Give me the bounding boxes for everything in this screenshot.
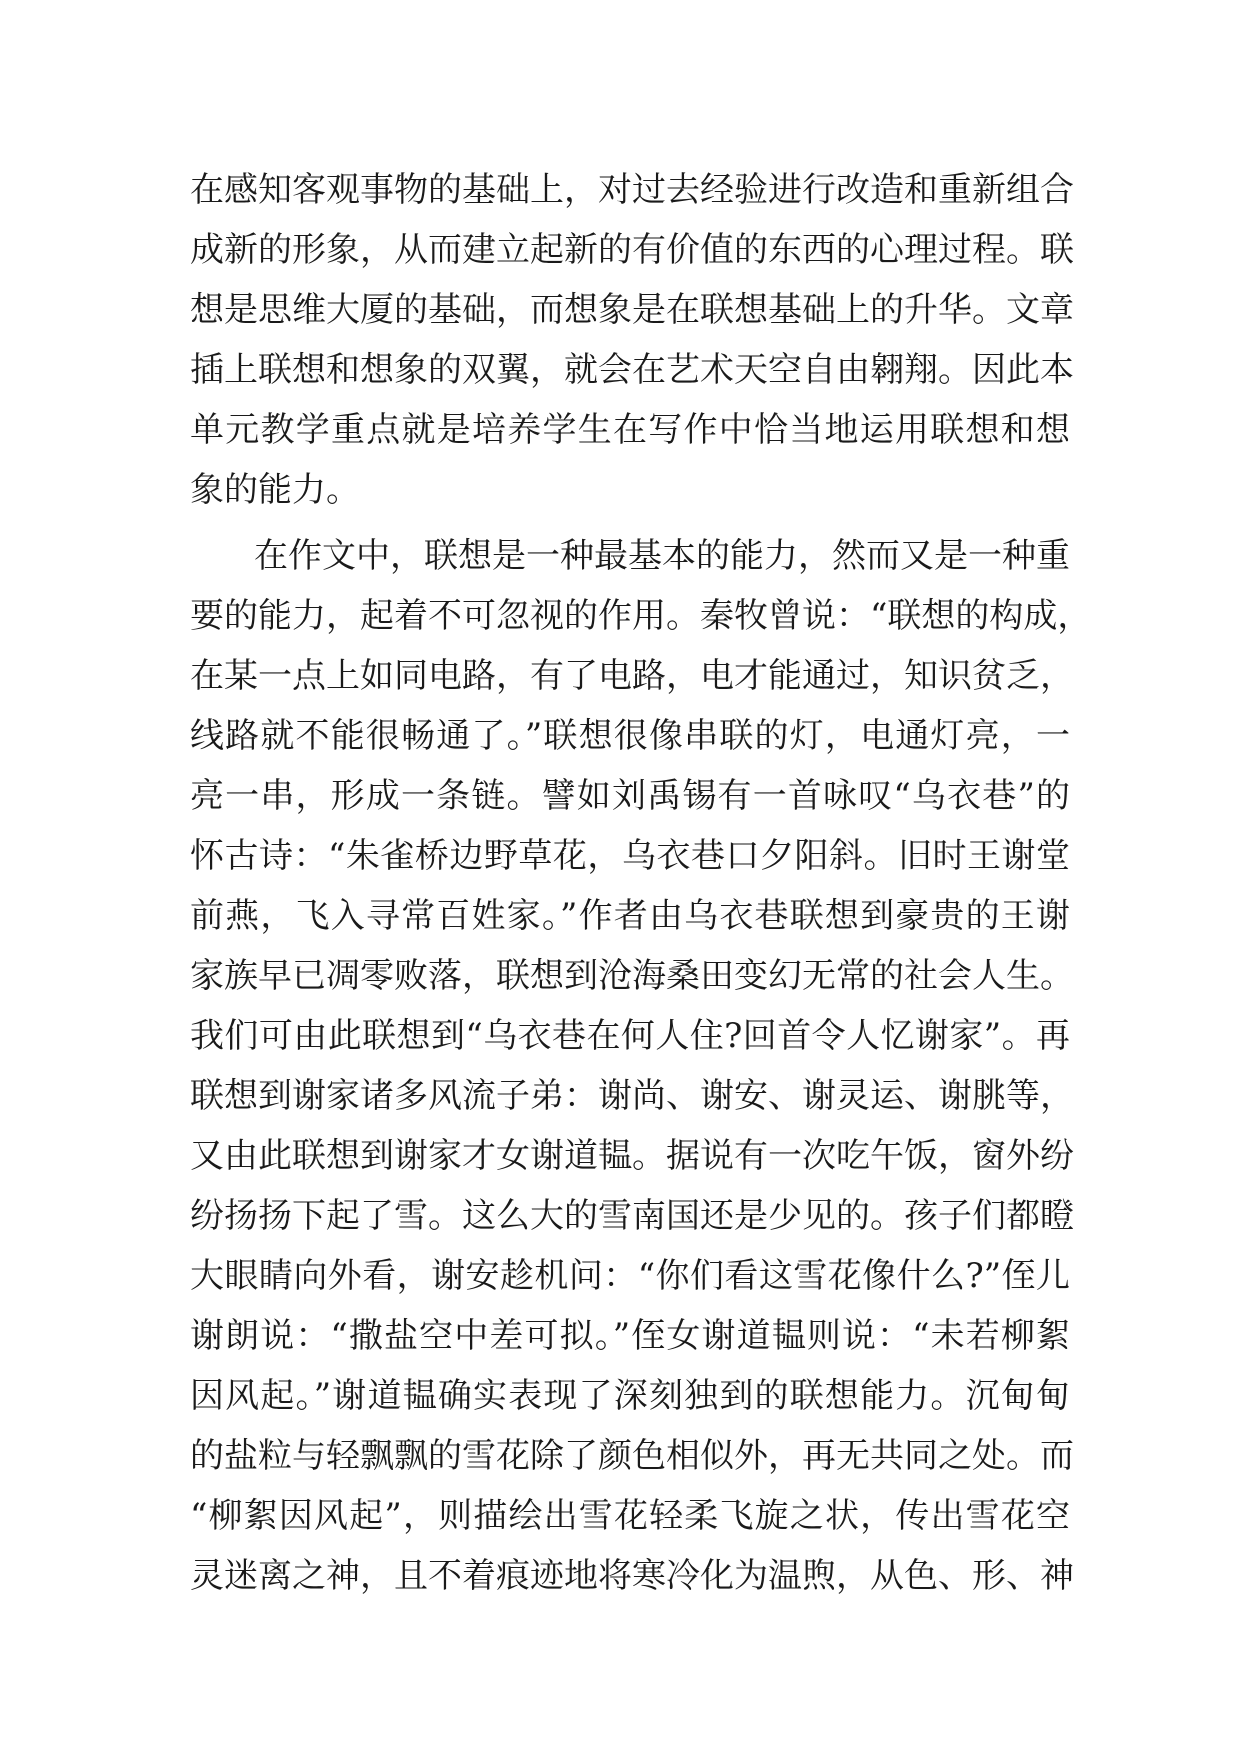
paragraph-2	[190, 526, 1092, 1606]
text-line: 因风起。”谢道韫确实表现了深刻独到的联想能力。沉甸甸	[190, 1376, 1070, 1416]
text-line: 的盐粒与轻飘飘的雪花除了颜色相似外，再无共同之处。而	[190, 1436, 1074, 1476]
text-line: 我们可由此联想到“乌衣巷在何人住?回首令人忆谢家”。再	[190, 1016, 1070, 1056]
text-line: 想是思维大厦的基础，而想象是在联想基础上的升华。文章	[190, 290, 1074, 330]
text-line: “柳絮因风起”，则描绘出雪花轻柔飞旋之状，传出雪花空	[190, 1496, 1070, 1536]
text-line: 在作文中，联想是一种最基本的能力，然而又是一种重	[254, 536, 1070, 576]
text-line: 联想到谢家诸多风流子弟：谢尚、谢安、谢灵运、谢朓等，	[190, 1076, 1074, 1116]
text-line: 插上联想和想象的双翼，就会在艺术天空自由翱翔。因此本	[190, 350, 1074, 390]
text-line: 在感知客观事物的基础上，对过去经验进行改造和重新组合	[190, 170, 1074, 210]
text-line: 怀古诗：“朱雀桥边野草花，乌衣巷口夕阳斜。旧时王谢堂	[190, 836, 1070, 876]
text-line: 亮一串，形成一条链。譬如刘禹锡有一首咏叹“乌衣巷”的	[190, 776, 1070, 816]
text-line: 纷扬扬下起了雪。这么大的雪南国还是少见的。孩子们都瞪	[190, 1196, 1074, 1236]
text-line: 要的能力，起着不可忽视的作用。秦牧曾说：“联想的构成，	[190, 596, 1092, 636]
text-line: 前燕，飞入寻常百姓家。”作者由乌衣巷联想到豪贵的王谢	[190, 896, 1070, 936]
text-line: 又由此联想到谢家才女谢道韫。据说有一次吃午饭，窗外纷	[190, 1136, 1074, 1176]
text-line: 单元教学重点就是培养学生在写作中恰当地运用联想和想	[190, 410, 1070, 450]
text-line: 家族早已凋零败落，联想到沧海桑田变幻无常的社会人生。	[190, 956, 1074, 996]
text-line: 象的能力。	[190, 470, 360, 510]
text-line: 灵迷离之神，且不着痕迹地将寒冷化为温煦，从色、形、神	[190, 1556, 1074, 1596]
text-line: 成新的形象，从而建立起新的有价值的东西的心理过程。联	[190, 230, 1074, 270]
body-text	[190, 160, 1092, 1606]
paragraph-1	[190, 160, 1074, 520]
text-line: 线路就不能很畅通了。”联想很像串联的灯，电通灯亮，一	[190, 716, 1070, 756]
text-line: 谢朗说：“撒盐空中差可拟。”侄女谢道韫则说：“未若柳絮	[190, 1316, 1070, 1356]
text-line: 大眼睛向外看，谢安趁机问：“你们看这雪花像什么?”侄儿	[190, 1256, 1070, 1296]
text-line: 在某一点上如同电路，有了电路，电才能通过，知识贫乏，	[190, 656, 1074, 696]
